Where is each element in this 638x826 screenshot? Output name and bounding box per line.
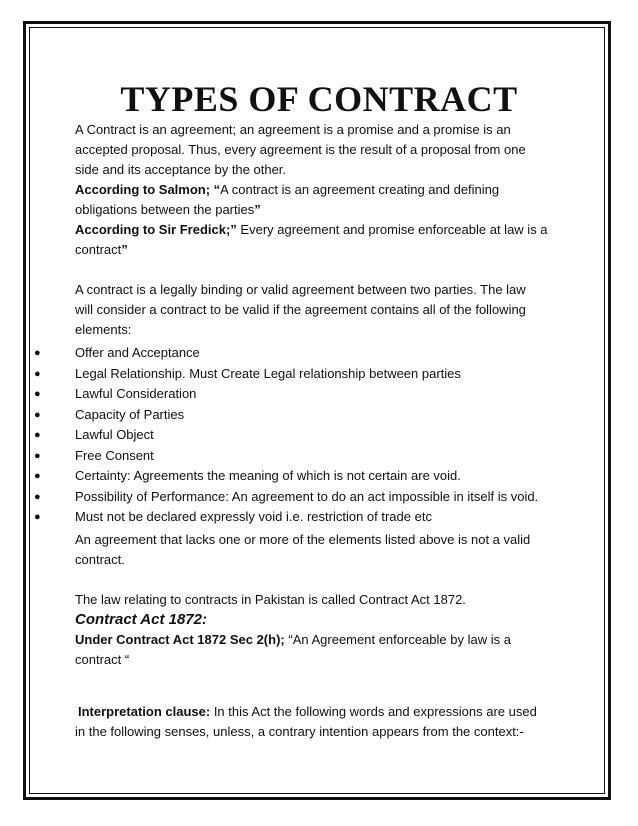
bullet-icon: ● bbox=[34, 367, 41, 380]
bullet-icon: ● bbox=[34, 429, 41, 441]
list-item: ● Lawful Object bbox=[75, 425, 565, 446]
salmon-definition: According to Salmon; “A contract is an agreement creating and defining obligations between the parties” bbox=[75, 182, 500, 217]
list-item: ● Certainty: Agreements the meaning of which is not certain are void. bbox=[75, 466, 565, 487]
bullet-icon: ● bbox=[34, 449, 41, 462]
page-title: TYPES OF CONTRACT bbox=[120, 79, 518, 119]
pakistan-law-paragraph: The law relating to contracts in Pakistan is called Contract Act 1872. bbox=[75, 591, 466, 607]
bullet-icon: ● bbox=[34, 388, 41, 400]
list-item: ● Capacity of Parties bbox=[75, 405, 565, 426]
bullet-icon: ● bbox=[34, 490, 41, 503]
interpretation-paragraph: Interpretation clause: In this Act the following words and expressions are used in the following senses, unless, a contrary intention appears from the context:- bbox=[75, 703, 537, 739]
definition-paragraph: A contract is a legally binding or valid agreement between two parties. The law will consider a contract to be valid if the agreement contains all of the following elements: bbox=[75, 282, 526, 337]
section-label: Under Contract Act 1872 Sec 2(h); bbox=[75, 631, 285, 647]
contract-elements-list bbox=[34, 343, 565, 528]
bullet-icon: ● bbox=[34, 511, 41, 523]
fredick-definition: According to Sir Fredick;” Every agreement and promise enforceable at law is a contract” bbox=[75, 222, 548, 257]
list-item: ● Free Consent bbox=[75, 446, 565, 467]
section-definition: Under Contract Act 1872 Sec 2(h); “An Agreement enforceable by law is a contract “ bbox=[75, 631, 511, 667]
bullet-icon: ● bbox=[34, 408, 41, 421]
lacks-paragraph: An agreement that lacks one or more of the elements listed above is not a valid contract. bbox=[75, 531, 531, 567]
salmon-label: According to Salmon; “ bbox=[75, 182, 221, 197]
bullet-icon: ● bbox=[34, 470, 41, 482]
intro-paragraph: A Contract is an agreement; an agreement is a promise and a promise is an accepted proposal. Thus, every agreement is the result of a proposal from one side and its acceptance by the other. bbox=[75, 122, 526, 177]
list-item: ● Lawful Consideration bbox=[75, 384, 565, 405]
list-item: ● Legal Relationship. Must Create Legal relationship between parties bbox=[75, 364, 565, 385]
list-item: ● Possibility of Performance: An agreement to do an act impossible in itself is void. bbox=[75, 487, 565, 508]
bullet-icon: ● bbox=[34, 347, 41, 359]
document-body bbox=[34, 120, 565, 742]
act-heading: Contract Act 1872: bbox=[75, 610, 207, 628]
list-item: ● Must not be declared expressly void i.e. restriction of trade etc bbox=[75, 507, 565, 528]
list-item: ● Offer and Acceptance bbox=[75, 343, 565, 364]
fredick-label: According to Sir Fredick;” bbox=[75, 222, 237, 237]
interpretation-label: Interpretation clause: bbox=[78, 703, 211, 719]
